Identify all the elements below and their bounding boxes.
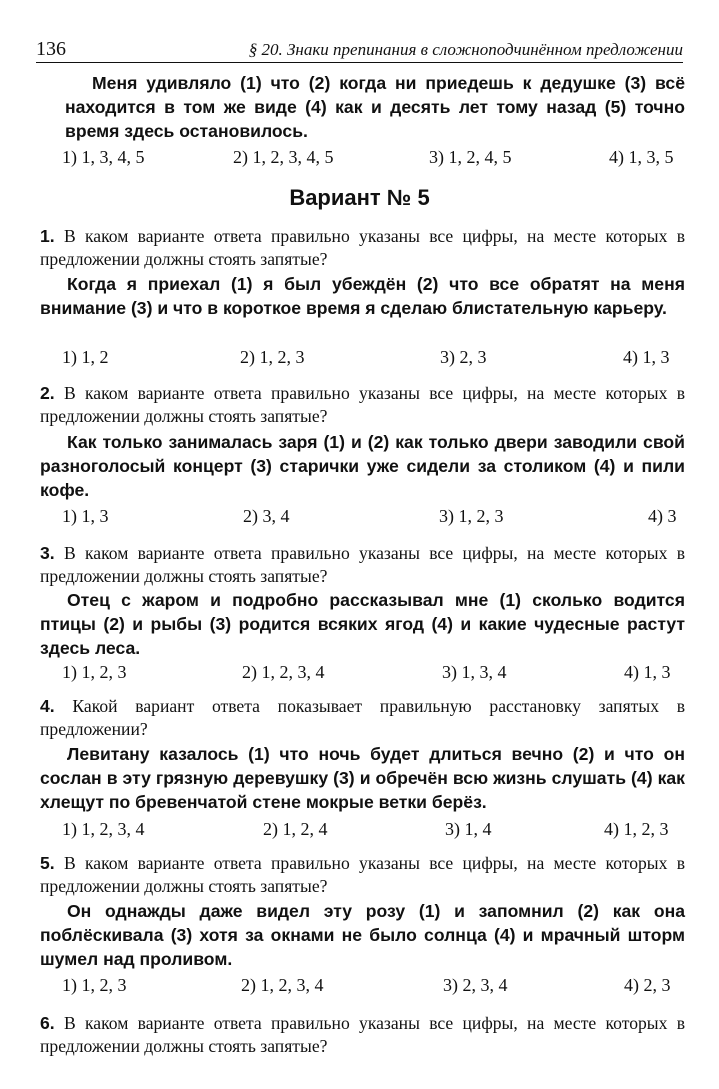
question-text: В каком варианте ответа правильно указаны все цифры, на месте которых в предложении должны стоять запятые? <box>40 543 685 586</box>
answer-option: 4) 2, 3 <box>624 975 671 995</box>
question-4-options <box>62 817 685 841</box>
question-4-sentence: Левитану казалось (1) что ночь будет длиться вечно (2) и что он сослан в эту грязную деревушку (3) и обречён всю жизнь слушать (4) как хлещут по бревенчатой стене мокрые ветки берёз. <box>40 744 685 812</box>
answer-option: 1) 1, 2 <box>62 347 109 367</box>
answer-option: 2) 1, 2, 4 <box>263 819 328 839</box>
question-2-options <box>62 504 685 528</box>
answer-option: 1) 1, 3 <box>62 506 109 526</box>
question-3-sentence: Отец с жаром и подробно рассказывал мне (1) сколько водится птицы (2) и рыбы (3) родится всяких ягод (4) и какие чудесные растут здесь леса. <box>40 590 685 658</box>
answer-option: 2) 1, 2, 3, 4, 5 <box>233 147 334 167</box>
question-5-sentence: Он однажды даже видел эту розу (1) и запомнил (2) как она поблёскивала (3) хотя за окнами не было солнца (4) и мрачный шторм шумел над проливом. <box>40 901 685 969</box>
running-header <box>36 38 683 63</box>
question-number: 2. <box>40 383 55 403</box>
question-text: В каком варианте ответа правильно указаны все цифры, на месте которых в предложении должны стоять запятые? <box>40 383 685 426</box>
answer-option: 3) 2, 3 <box>440 347 487 367</box>
question-5 <box>40 852 685 898</box>
answer-option: 4) 1, 2, 3 <box>604 819 669 839</box>
answer-option: 3) 1, 4 <box>445 819 492 839</box>
answer-option: 2) 1, 2, 3 <box>240 347 305 367</box>
answer-option: 2) 3, 4 <box>243 506 290 526</box>
question-text: В каком варианте ответа правильно указаны все цифры, на месте которых в предложении должны стоять запятые? <box>40 853 685 896</box>
answer-option: 2) 1, 2, 3, 4 <box>241 975 324 995</box>
answer-option: 1) 1, 2, 3 <box>62 975 127 995</box>
answer-option: 4) 1, 3 <box>623 347 670 367</box>
question-number: 6. <box>40 1013 55 1033</box>
answer-option: 4) 3 <box>648 506 677 526</box>
question-number: 4. <box>40 696 55 716</box>
answer-option: 3) 1, 3, 4 <box>442 662 507 682</box>
answer-option: 1) 1, 2, 3 <box>62 662 127 682</box>
variant-title: Вариант № 5 <box>289 185 430 210</box>
question-number: 1. <box>40 226 55 246</box>
question-2 <box>40 382 685 428</box>
intro-options <box>62 145 685 169</box>
question-3 <box>40 542 685 588</box>
page-number: 136 <box>36 38 66 60</box>
chapter-title: § 20. Знаки препинания в сложноподчинённом предложении <box>248 40 683 59</box>
answer-option: 4) 1, 3, 5 <box>609 147 674 167</box>
question-6 <box>40 1012 685 1058</box>
intro-sentence: Меня удивляло (1) что (2) когда ни приедешь к дедушке (3) всё находится в том же виде (4) как и десять лет тому назад (5) точно время здесь остановилось. <box>65 73 685 141</box>
question-1-options <box>62 345 685 369</box>
answer-option: 2) 1, 2, 3, 4 <box>242 662 325 682</box>
answer-option: 4) 1, 3 <box>624 662 671 682</box>
question-number: 5. <box>40 853 55 873</box>
question-1 <box>40 225 685 271</box>
answer-option: 3) 1, 2, 4, 5 <box>429 147 512 167</box>
question-1-sentence: Когда я приехал (1) я был убеждён (2) что все обратят на меня внимание (3) и что в короткое время я сделаю блистательную карьеру. <box>40 274 685 318</box>
answer-option: 1) 1, 3, 4, 5 <box>62 147 145 167</box>
question-text: Какой вариант ответа показывает правильную расстановку запятых в предложении? <box>40 696 685 739</box>
question-5-options <box>62 973 685 997</box>
question-4 <box>40 695 685 741</box>
question-3-options <box>62 660 685 684</box>
question-text: В каком варианте ответа правильно указаны все цифры, на месте которых в предложении должны стоять запятые? <box>40 226 685 269</box>
question-2-sentence: Как только занималась заря (1) и (2) как только двери заводили свой разноголосый концерт (3) старички уже сидели за столиком (4) и пили кофе. <box>40 432 685 500</box>
question-number: 3. <box>40 543 55 563</box>
answer-option: 3) 2, 3, 4 <box>443 975 508 995</box>
answer-option: 1) 1, 2, 3, 4 <box>62 819 145 839</box>
question-text: В каком варианте ответа правильно указаны все цифры, на месте которых в предложении должны стоять запятые? <box>40 1013 685 1056</box>
answer-option: 3) 1, 2, 3 <box>439 506 504 526</box>
